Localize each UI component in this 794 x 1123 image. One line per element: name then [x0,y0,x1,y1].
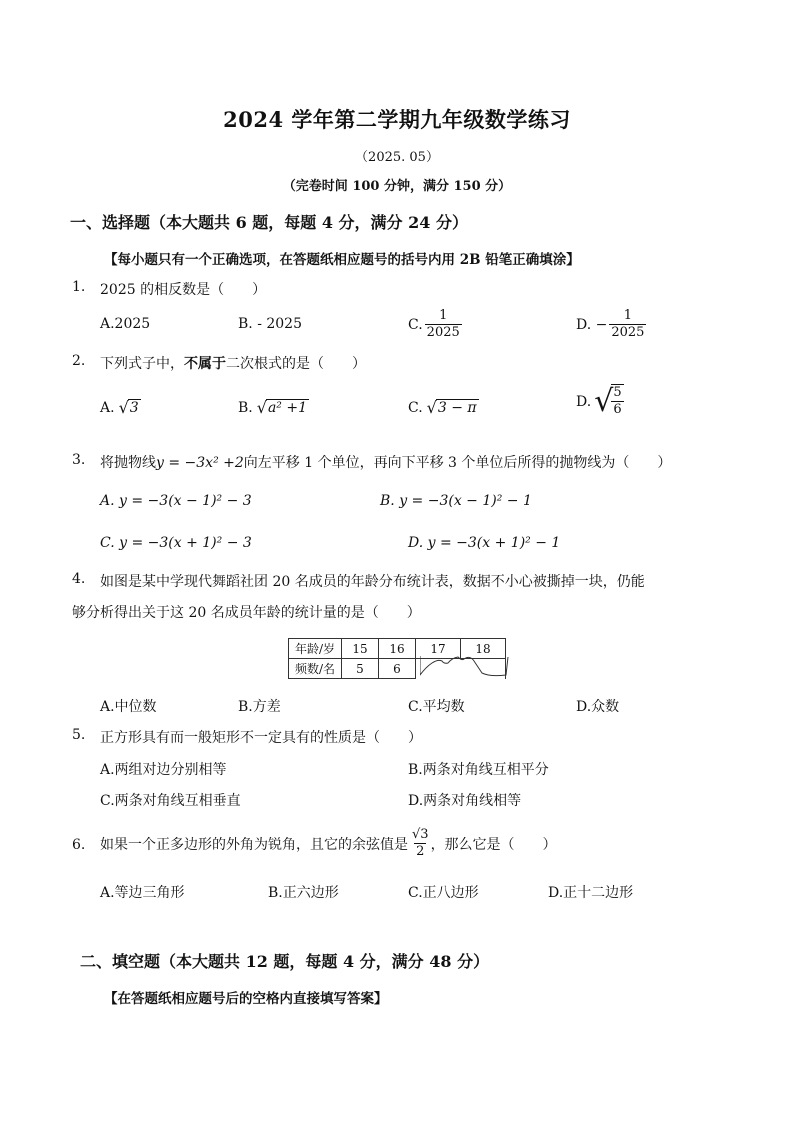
q3-option-b: B. y = −3(x − 1)² − 1 [380,493,532,509]
q5-option-d: D.两条对角线相等 [408,793,522,809]
q2-option-d-radical [594,386,623,418]
q4-option-d: D.众数 [576,699,620,715]
q1-option-d-denominator: 2025 [611,325,645,340]
table-header-freq: 频数/名 [289,659,342,679]
q5-option-b: B.两条对角线互相平分 [408,762,549,778]
table-cell: 15 [342,639,379,659]
q2-number: 2. [72,353,86,369]
q1-option-c-fraction [425,308,462,341]
exam-date: （2025. 05） [355,150,439,165]
q4-option-b: B.方差 [238,699,281,715]
table-header-age: 年龄/岁 [289,639,342,659]
q2-option-c [408,398,479,417]
q1-text: 2025 的相反数是（ ） [100,282,267,298]
q2-text-pre: 下列式子中， [100,356,184,372]
section2-heading: 二、填空题（本大题共 12 题，每题 4 分，满分 48 分） [80,952,490,971]
q3-number: 3. [72,452,86,468]
q3-option-a: A. y = −3(x − 1)² − 3 [100,493,252,509]
q3-text-expr: y = −3x² +2 [156,455,244,471]
q6-text [100,827,557,860]
q2-option-b [238,398,309,417]
table-cell: 18 [461,639,506,659]
q6-fraction-numerator: √3 [412,827,429,842]
table-cell: 17 [416,639,461,659]
q5-option-a: A.两组对边分别相等 [100,762,227,778]
q1-option-d [576,308,646,341]
q1-option-a: A.2025 [100,316,151,332]
q1-option-c-prefix: C. [408,316,423,333]
q3-text-pre: 将抛物线 [100,455,156,471]
q2-option-a-radical: √ 3 [118,398,139,417]
q6-option-a: A.等边三角形 [100,885,185,901]
q3-text [100,452,671,472]
q1-option-d-numerator: 1 [623,308,633,323]
q6-text-post: ，那么它是（ ） [430,836,557,853]
q2-option-c-radicand: 3 − π [437,400,477,416]
q2-option-d-denominator: 6 [613,402,622,417]
q1-number: 1. [72,279,86,295]
q6-option-d: D.正十二边形 [548,885,634,901]
table-cell: 16 [379,639,416,659]
q4-text-line1: 如图是某中学现代舞蹈社团 20 名成员的年龄分布统计表，数据不小心被撕掉一块，仍能 [100,574,645,590]
q2-option-d-prefix: D. [576,394,592,410]
q2-option-b-radicand: a² +1 [267,400,307,416]
q6-fraction [410,827,431,860]
q2-option-c-radical: √ 3 − π [426,398,477,417]
section1-instruction: 【每小题只有一个正确选项，在答题纸相应题号的括号内用 2B 铅笔正确填涂】 [104,252,580,268]
q2-text-post: 二次根式的是（ ） [226,356,366,372]
q2-option-d-fraction [611,384,623,418]
q2-option-b-radical: √ a² +1 [256,398,307,417]
q2-option-d [576,386,624,418]
q2-option-a-prefix: A. [100,399,115,416]
q1-option-d-fraction [609,308,646,341]
q1-option-d-prefix: D. − [576,316,608,333]
radical-icon: √ [594,384,614,419]
q2-option-c-prefix: C. [408,399,423,416]
q3-text-post: 向左平移 1 个单位，再向下平移 3 个单位后所得的抛物线为（ ） [243,455,672,471]
q6-option-c: C.正八边形 [408,885,479,901]
q2-option-a [100,398,141,417]
q2-option-d-numerator: 5 [613,385,622,400]
q6-number: 6. [72,837,86,853]
q3-option-c: C. y = −3(x + 1)² − 3 [100,535,252,551]
q2-option-a-radicand: 3 [129,400,139,416]
table-cell: 5 [342,659,379,679]
q2-text-bold: 不属于 [184,356,226,372]
q2-option-b-prefix: B. [238,399,253,416]
q1-option-b: B. - 2025 [238,316,302,332]
page-title: 2024 学年第二学期九年级数学练习 [223,107,571,132]
q4-option-a: A.中位数 [100,699,157,715]
q4-option-c: C.平均数 [408,699,465,715]
q2-text [100,353,366,373]
q4-number: 4. [72,571,86,587]
q1-option-c-denominator: 2025 [426,325,460,340]
q1-option-c-numerator: 1 [439,308,448,323]
exam-info: （完卷时间 100 分钟，满分 150 分） [282,179,512,194]
table-cell: 6 [379,659,416,679]
q1-option-c [408,308,462,341]
q3-option-d: D. y = −3(x + 1)² − 1 [408,535,561,551]
q5-number: 5. [72,727,86,743]
section1-heading: 一、选择题（本大题共 6 题，每题 4 分，满分 24 分） [70,213,468,232]
section2-instruction: 【在答题纸相应题号后的空格内直接填写答案】 [104,991,388,1007]
q5-option-c: C.两条对角线互相垂直 [100,793,241,809]
torn-edge-icon [420,655,510,679]
q6-fraction-denominator: 2 [416,844,425,859]
q6-text-pre: 如果一个正多边形的外角为锐角，且它的余弦值是 [100,836,408,853]
q6-option-b: B.正六边形 [268,885,339,901]
q5-text: 正方形具有而一般矩形不一定具有的性质是（ ） [100,730,422,746]
q4-text-line2: 够分析得出关于这 20 名成员年龄的统计量的是（ ） [72,605,421,621]
